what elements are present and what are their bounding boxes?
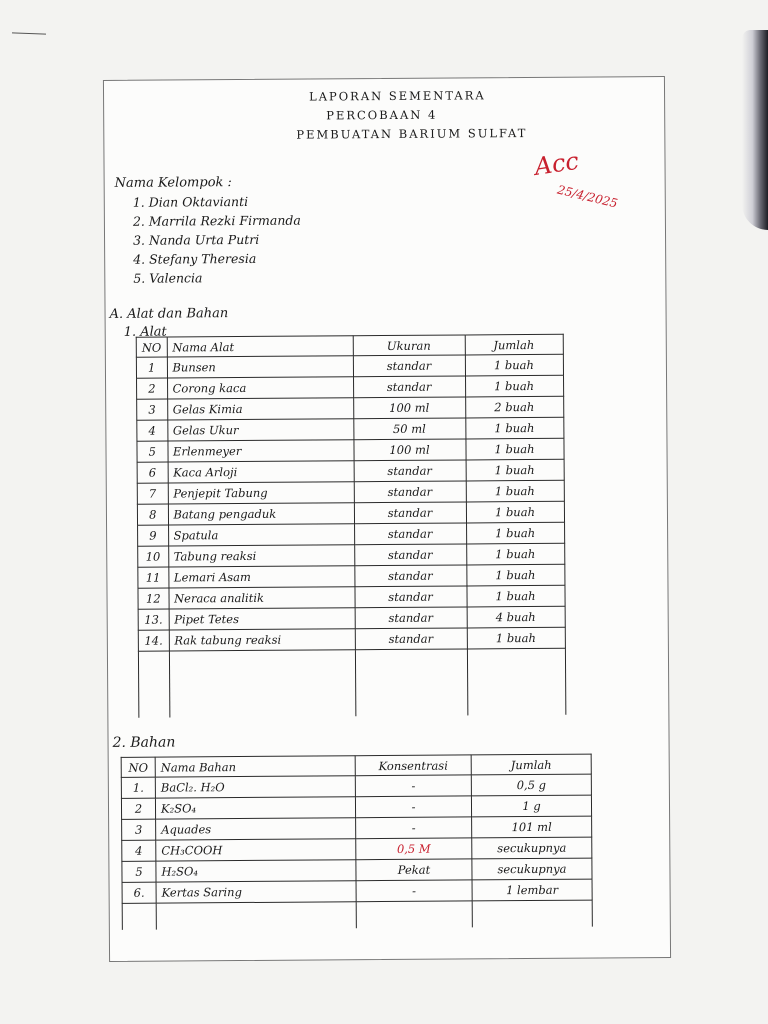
table-cell: 1	[136, 357, 167, 378]
table-cell: 1 buah	[465, 375, 563, 397]
table-cell: 1 buah	[466, 585, 564, 607]
table-cell: 1 buah	[465, 354, 563, 376]
table-cell: 1 buah	[466, 564, 564, 586]
header-size: Ukuran	[353, 335, 465, 356]
table-cell: 1 buah	[466, 501, 564, 523]
experiment-subject: PEMBUATAN BARIUM SULFAT	[296, 126, 528, 142]
table-cell: 3	[122, 819, 156, 840]
table-cell: standar	[354, 544, 466, 566]
materials-table-body	[121, 774, 592, 930]
table-cell: Batang pengaduk	[168, 503, 354, 525]
table-cell: 5	[122, 861, 156, 882]
materials-table	[121, 754, 593, 930]
member-item: 4. Stefany Theresia	[133, 250, 257, 267]
table-cell	[138, 651, 169, 718]
report-sheet	[103, 76, 671, 962]
section-heading: A. Alat dan Bahan	[109, 306, 229, 322]
table-cell: Tabung reaksi	[168, 545, 354, 567]
table-cell: standar	[355, 607, 467, 629]
table-cell: 3	[137, 399, 168, 420]
table-cell: Spatula	[168, 524, 354, 546]
member-item: 3. Nanda Urta Putri	[132, 231, 260, 248]
empty-row	[138, 648, 565, 717]
table-cell: Corong kaca	[167, 377, 353, 399]
table-cell: 7	[137, 483, 168, 504]
table-cell: 11	[138, 567, 169, 588]
table-row	[138, 585, 565, 609]
table-cell: Bunsen	[167, 356, 353, 378]
table-row	[137, 396, 564, 420]
table-cell: 4	[122, 840, 156, 861]
table-cell: Gelas Ukur	[167, 419, 353, 441]
table-cell: Penjepit Tabung	[168, 482, 354, 504]
table-cell: 9	[138, 525, 169, 546]
header-name: Nama Alat	[167, 336, 353, 357]
table-cell: standar	[354, 565, 466, 587]
table-cell	[467, 648, 565, 715]
tools-table	[136, 334, 566, 718]
table-cell: standar	[353, 355, 465, 377]
table-cell: standar	[354, 523, 466, 545]
table-cell: 4	[137, 420, 168, 441]
table-cell: 1 buah	[465, 438, 563, 460]
table-row	[137, 375, 564, 399]
subsection-tools: 1. Alat	[123, 324, 167, 340]
table-cell	[122, 903, 156, 930]
table-cell: 10	[138, 546, 169, 567]
experiment-label: PERCOBAAN 4	[326, 107, 438, 123]
table-cell: Kertas Saring	[156, 881, 356, 903]
table-cell: 1 buah	[466, 480, 564, 502]
header-concentration: Konsentrasi	[355, 755, 471, 776]
header-no: NO	[121, 757, 155, 777]
table-cell: Kaca Arloji	[168, 461, 354, 483]
table-row	[137, 459, 564, 483]
table-cell: -	[356, 880, 472, 902]
table-cell: 50 ml	[353, 418, 465, 440]
table-cell: Pipet Tetes	[169, 608, 355, 630]
table-cell: Gelas Kimia	[167, 398, 353, 420]
table-cell	[356, 901, 472, 928]
table-cell: 1.	[121, 777, 155, 798]
table-cell: Aquades	[156, 818, 356, 840]
table-cell: 1 buah	[466, 522, 564, 544]
header-name: Nama Bahan	[155, 756, 355, 777]
table-cell: Neraca analitik	[168, 587, 354, 609]
table-cell: 100 ml	[353, 397, 465, 419]
scan-shadow	[742, 30, 768, 230]
table-cell: standar	[354, 502, 466, 524]
table-row	[137, 480, 564, 504]
table-cell: CH₃COOH	[156, 839, 356, 861]
table-row	[138, 606, 565, 630]
table-cell: standar	[354, 586, 466, 608]
table-cell	[169, 650, 355, 718]
member-item: 5. Valencia	[133, 270, 203, 286]
table-cell	[472, 900, 592, 927]
table-cell: 2	[137, 378, 168, 399]
table-cell: 14.	[138, 630, 169, 651]
table-row	[136, 354, 563, 378]
table-row	[137, 501, 564, 525]
table-row	[138, 627, 565, 651]
table-cell: standar	[354, 481, 466, 503]
table-cell: 6	[137, 462, 168, 483]
table-cell: -	[355, 796, 471, 818]
table-cell: standar	[354, 460, 466, 482]
header-no: NO	[136, 337, 167, 357]
table-row	[137, 438, 564, 462]
table-cell: 1 buah	[466, 543, 564, 565]
empty-row	[122, 900, 592, 930]
table-cell: 4 buah	[467, 606, 565, 628]
report-title: LAPORAN SEMENTARA	[308, 88, 486, 104]
scan-mark	[12, 32, 46, 34]
table-cell: -	[355, 775, 471, 797]
approval-mark: Acc	[532, 146, 581, 181]
table-row	[138, 543, 565, 567]
table-row	[138, 564, 565, 588]
table-cell: 8	[137, 504, 168, 525]
table-cell: 1 lembar	[472, 879, 592, 901]
table-row	[137, 417, 564, 441]
table-cell: Pekat	[356, 859, 472, 881]
table-cell: H₂SO₄	[156, 860, 356, 882]
member-item: 2. Marrila Rezki Firmanda	[132, 212, 301, 229]
table-cell: Erlenmeyer	[167, 440, 353, 462]
table-cell: 13.	[138, 609, 169, 630]
table-cell: Lemari Asam	[168, 566, 354, 588]
table-cell: 1 buah	[465, 417, 563, 439]
table-cell: 101 ml	[472, 816, 592, 838]
table-row	[138, 522, 565, 546]
table-cell	[355, 649, 467, 716]
header-qty: Jumlah	[465, 334, 563, 355]
table-cell: 2	[121, 798, 155, 819]
table-cell: 2 buah	[465, 396, 563, 418]
table-cell: K₂SO₄	[155, 797, 355, 819]
table-cell: 100 ml	[353, 439, 465, 461]
subsection-materials: 2. Bahan	[112, 734, 176, 751]
table-cell: Rak tabung reaksi	[169, 629, 355, 651]
table-cell: 6.	[122, 882, 156, 903]
header-qty: Jumlah	[471, 754, 591, 775]
group-label: Nama Kelompok :	[114, 175, 232, 191]
table-cell: -	[356, 817, 472, 839]
table-cell: BaCl₂. H₂O	[155, 776, 355, 798]
table-cell: standar	[353, 376, 465, 398]
table-cell	[156, 902, 356, 930]
table-cell: 12	[138, 588, 169, 609]
table-cell: 1 g	[471, 795, 591, 817]
table-cell: 0,5 g	[471, 774, 591, 796]
table-cell: standar	[355, 628, 467, 650]
tools-table-body	[136, 354, 565, 717]
table-cell: 5	[137, 441, 168, 462]
table-cell: 1 buah	[466, 459, 564, 481]
approval-date: 25/4/2025	[555, 182, 620, 211]
table-cell: 1 buah	[467, 627, 565, 649]
table-cell: 0,5 M	[356, 838, 472, 860]
table-cell: secukupnya	[472, 837, 592, 859]
table-cell: secukupnya	[472, 858, 592, 880]
member-item: 1. Dian Oktavianti	[132, 193, 249, 210]
